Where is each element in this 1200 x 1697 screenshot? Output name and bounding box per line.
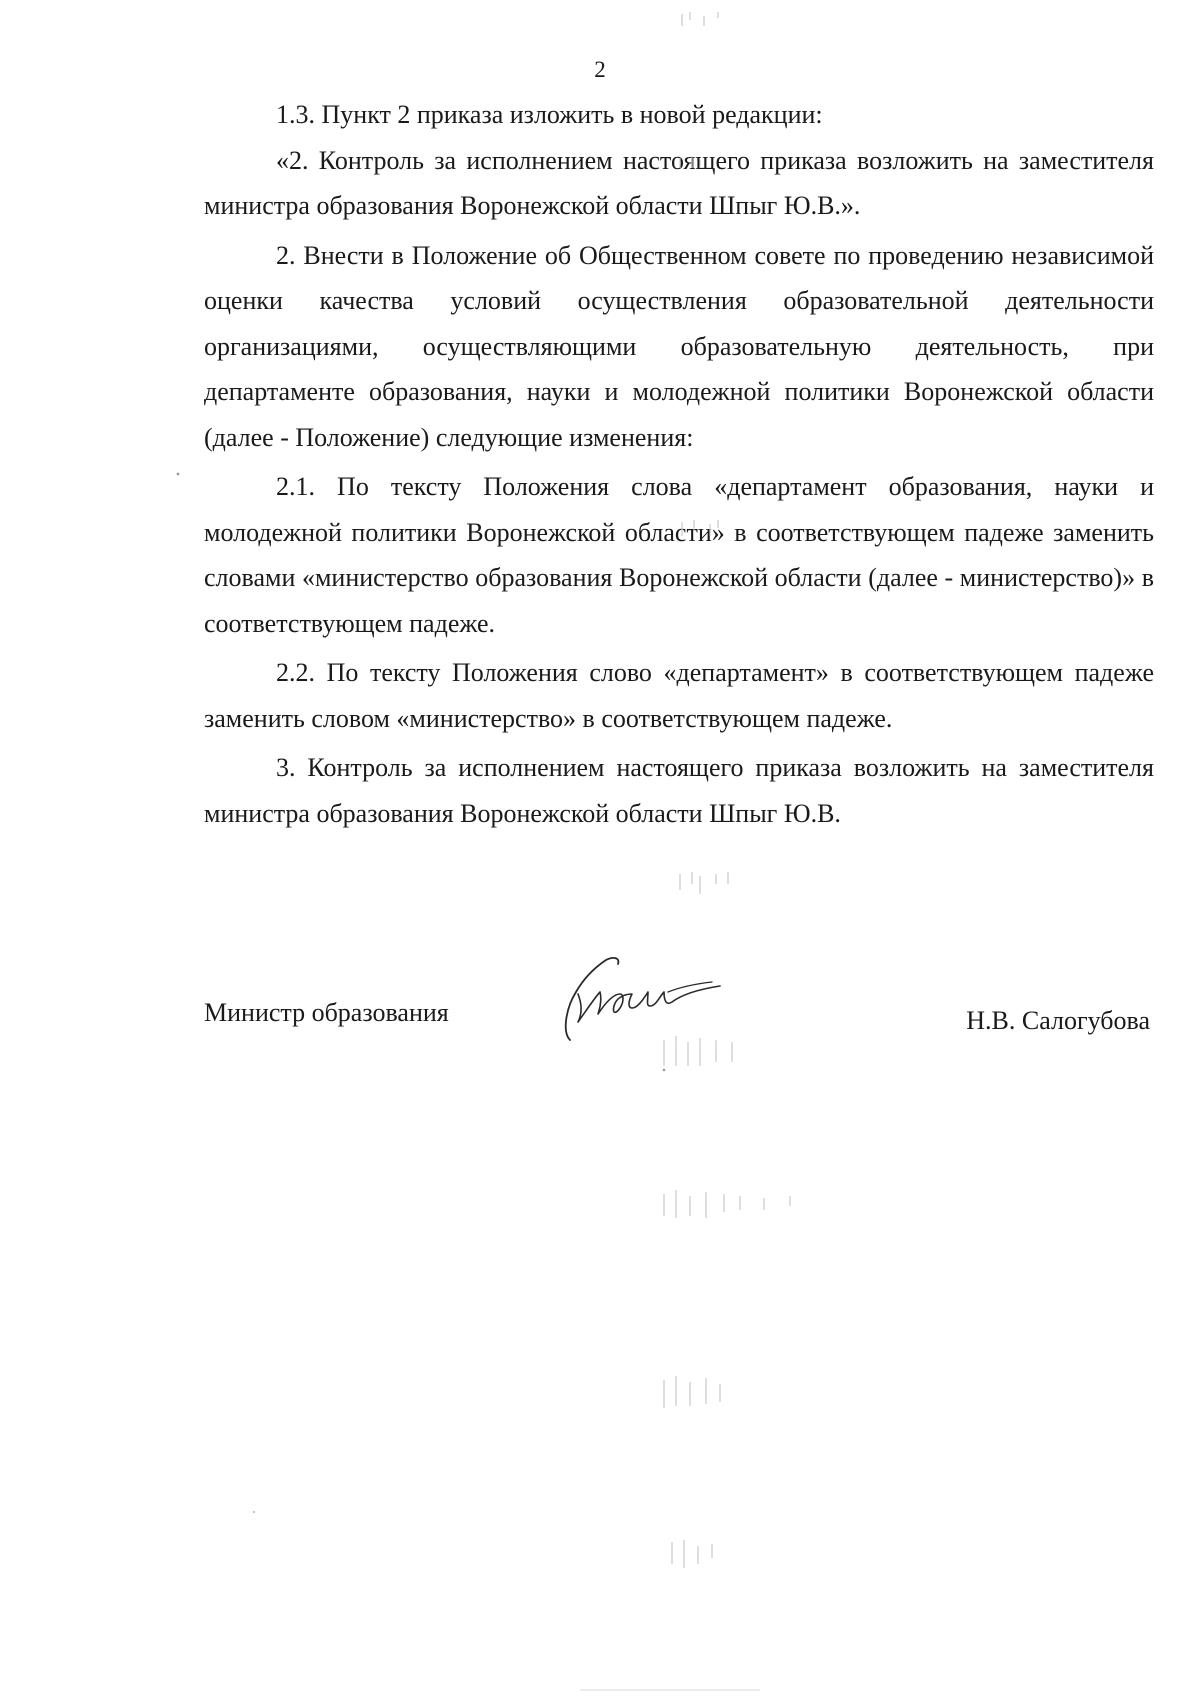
signatory-title: Министр образования (204, 998, 449, 1027)
paragraph-2: 2. Внести в Положение об Общественном совете по проведению независимой оценки качества условий осуществления образовательной деятельности организациями, осуществляющими образовательную деятельность, при департаменте образования, науки и молодежной политики Воронежской области (далее - Положение) следующие изменения: (204, 240, 1154, 452)
signatory-name: Н.В. Салогубова (966, 1006, 1150, 1035)
document-body (204, 92, 1154, 836)
paragraph-1-3: 1.3. Пункт 2 приказа изложить в новой редакции: (276, 100, 823, 129)
paragraph-3: 3. Контроль за исполнением настоящего приказа возложить на заместителя министра образования Воронежской области Шпыг Ю.В. (204, 753, 1154, 828)
page-number: 2 (594, 57, 606, 82)
paragraph-2-2: 2.2. По тексту Положения слово «департамент» в соответствующем падеже заменить словом «министерство» в соответствующем падеже. (204, 658, 1154, 733)
handwritten-signature (548, 948, 738, 1048)
paragraph-quoted-item-2: «2. Контроль за исполнением настоящего приказа возложить на заместителя министра образования Воронежской области Шпыг Ю.В.». (204, 145, 1154, 220)
paragraph-2-1: 2.1. По тексту Положения слова «департамент образования, науки и молодежной политики Воронежской области» в соответствующем падеже заменить словами «министерство образования Воронежской области (далее - министерство)» в соответствующем падеже. (204, 472, 1154, 638)
